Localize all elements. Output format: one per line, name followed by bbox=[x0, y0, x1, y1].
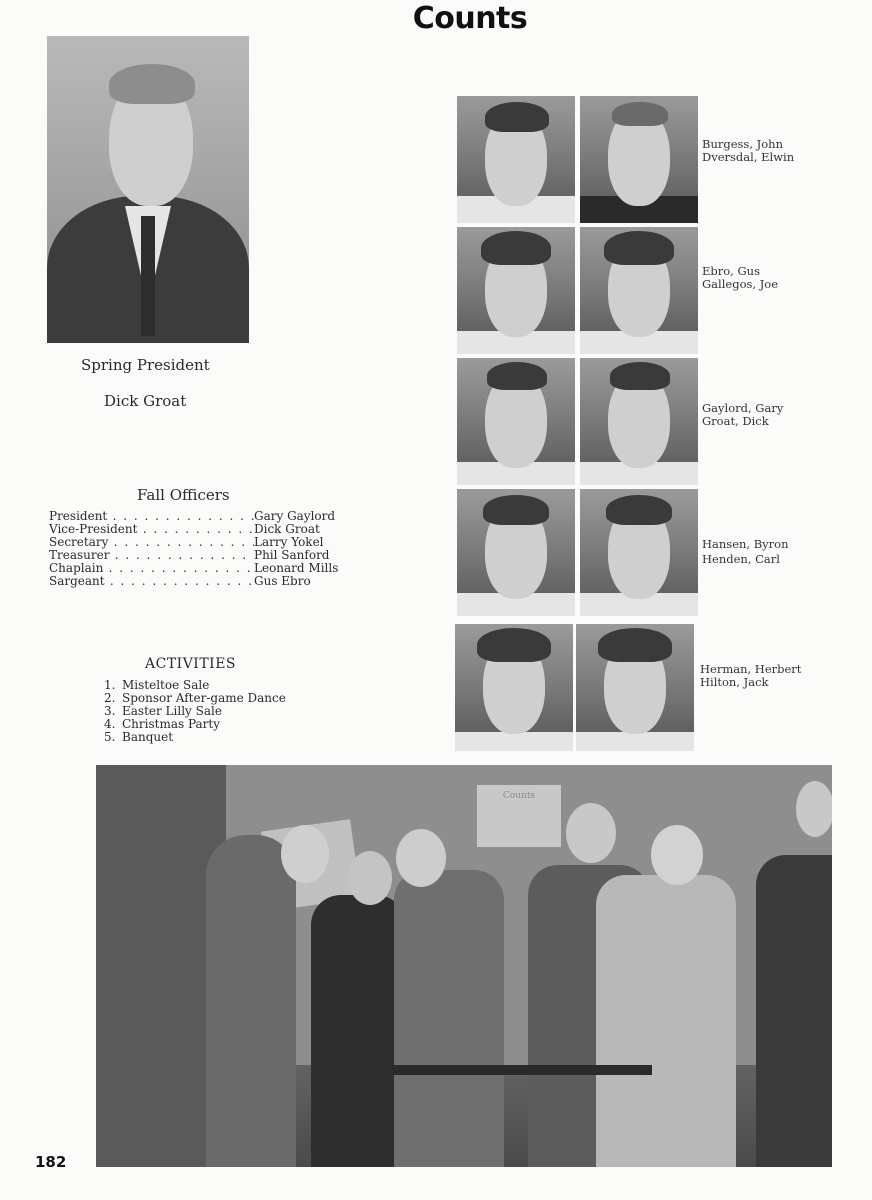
officer-row bbox=[49, 575, 349, 588]
activities-list bbox=[104, 679, 286, 744]
spring-president-name: Dick Groat bbox=[104, 392, 187, 410]
portrait-photo bbox=[580, 489, 698, 616]
portrait-photo bbox=[580, 227, 698, 354]
group-photo bbox=[96, 765, 832, 1167]
activity-label: Sponsor After-game Dance bbox=[122, 691, 286, 705]
portrait-name: Herman, Herbert bbox=[700, 662, 802, 676]
portrait-photo bbox=[455, 624, 573, 751]
portrait-name: Ebro, Gus bbox=[702, 264, 760, 278]
officer-role: Sargeant . . . bbox=[49, 575, 254, 588]
officer-role: Chaplain . . . bbox=[49, 562, 254, 575]
officer-name: Larry Yokel bbox=[254, 535, 324, 549]
portrait-names bbox=[702, 537, 789, 567]
activity-label: Misteltoe Sale bbox=[122, 678, 210, 692]
officer-name: Dick Groat bbox=[254, 522, 320, 536]
activity-label: Christmas Party bbox=[122, 717, 220, 731]
activity-number: 4. bbox=[104, 717, 116, 731]
activity-number: 1. bbox=[104, 678, 116, 692]
portrait-name: Burgess, John bbox=[702, 137, 783, 151]
portrait-names bbox=[702, 265, 778, 290]
counts-sign: Counts bbox=[477, 785, 561, 847]
portrait-name: Hansen, Byron bbox=[702, 537, 789, 551]
page-number: 182 bbox=[35, 1153, 67, 1171]
officer-role: Treasurer . . . bbox=[49, 549, 254, 562]
portrait-name: Gallegos, Joe bbox=[702, 276, 779, 291]
activity-label: Easter Lilly Sale bbox=[122, 704, 222, 718]
activities-heading: ACTIVITIES bbox=[145, 656, 237, 672]
spring-president-title: Spring President bbox=[81, 356, 210, 374]
activity-number: 3. bbox=[104, 704, 116, 718]
officer-role: Vice-President . . . bbox=[49, 523, 254, 536]
officer-name: Gary Gaylord bbox=[254, 509, 336, 523]
officer-role: Secretary . . . bbox=[49, 536, 254, 549]
portrait-photo bbox=[457, 489, 575, 616]
portrait-name: Groat, Dick bbox=[702, 413, 769, 428]
activity-label: Banquet bbox=[122, 730, 174, 744]
portrait-photo bbox=[580, 96, 698, 223]
spring-president-photo bbox=[47, 36, 249, 343]
page-title: Counts bbox=[412, 1, 528, 36]
portrait-names bbox=[702, 402, 783, 427]
activity-number: 2. bbox=[104, 691, 116, 705]
portrait-photo bbox=[457, 358, 575, 485]
portrait-photo bbox=[457, 227, 575, 354]
fall-officers-list bbox=[49, 510, 349, 588]
portrait-name: Gaylord, Gary bbox=[702, 401, 784, 415]
portrait-name: Hilton, Jack bbox=[700, 674, 769, 689]
fall-officers-heading: Fall Officers bbox=[137, 486, 230, 504]
portrait-photo bbox=[576, 624, 694, 751]
officer-name: Gus Ebro bbox=[254, 574, 311, 588]
portrait-names bbox=[702, 138, 794, 163]
officer-name: Phil Sanford bbox=[254, 548, 330, 562]
activity-number: 5. bbox=[104, 730, 116, 744]
portrait-photo bbox=[457, 96, 575, 223]
activity-item bbox=[104, 731, 286, 744]
portrait-name: Henden, Carl bbox=[702, 552, 780, 566]
officer-role: President . . . bbox=[49, 510, 254, 523]
portrait-name: Dversdal, Elwin bbox=[702, 149, 795, 164]
officer-name: Leonard Mills bbox=[254, 561, 339, 575]
portrait-photo bbox=[580, 358, 698, 485]
portrait-names bbox=[700, 663, 801, 688]
